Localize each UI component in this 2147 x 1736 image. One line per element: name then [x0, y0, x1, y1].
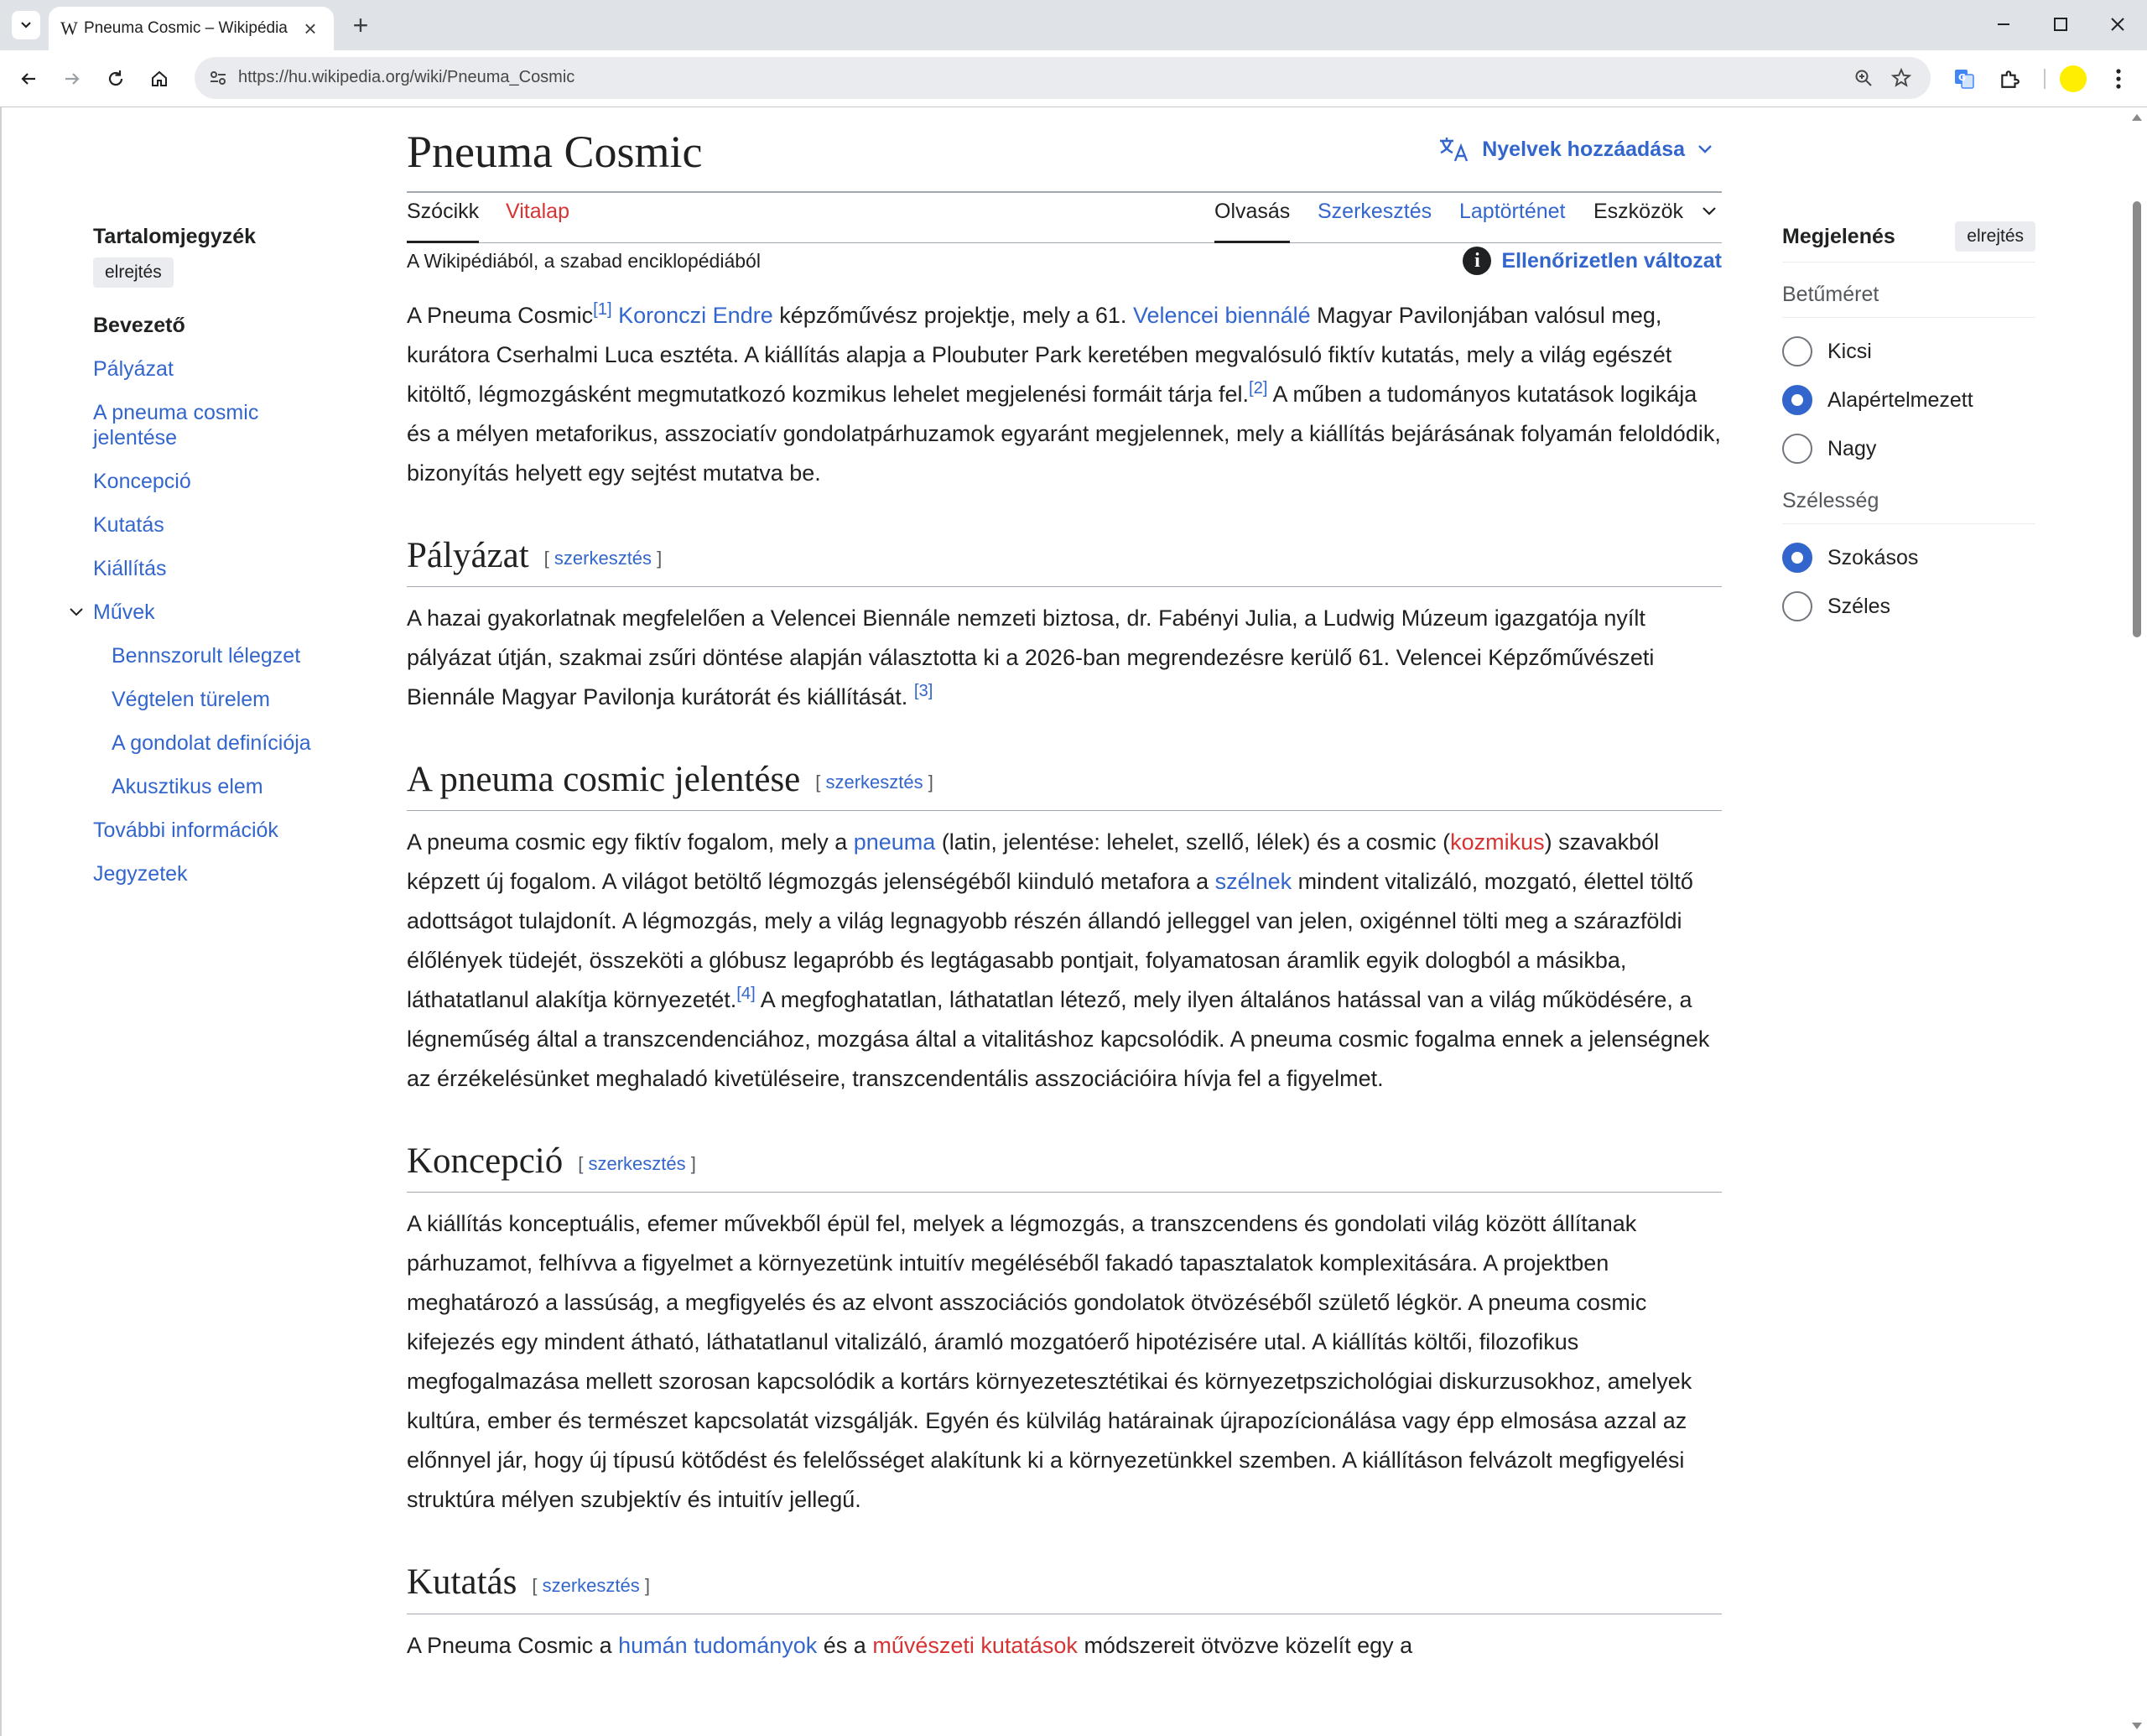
edit-link[interactable]: szerkesztés — [825, 772, 923, 793]
close-tab-icon[interactable]: × — [304, 15, 317, 41]
tab-tools-label: Eszközök — [1593, 200, 1683, 223]
redlink-kozmikus[interactable]: kozmikus — [1450, 829, 1545, 855]
scrollbar-thumb[interactable] — [2133, 201, 2141, 637]
reload-button[interactable] — [97, 60, 134, 97]
text: és a — [817, 1632, 873, 1658]
heading-text: A pneuma cosmic jelentése — [407, 760, 801, 800]
tab-history[interactable]: Laptörténet — [1459, 200, 1566, 223]
reload-icon — [106, 69, 126, 89]
link-koronczi-endre[interactable]: Koronczi Endre — [618, 303, 773, 328]
home-icon — [149, 69, 169, 89]
radio-label: Széles — [1827, 594, 1891, 618]
tab-talk[interactable]: Vitalap — [506, 200, 569, 223]
text: A pneuma cosmic egy fiktív fogalom, mely a — [407, 829, 854, 855]
close-window-button[interactable] — [2088, 5, 2147, 44]
tab-tools[interactable] — [1593, 193, 1718, 243]
article-content — [407, 296, 1722, 1666]
browser-menu-button[interactable] — [2100, 60, 2137, 97]
toc-item-tovabbi-informaciok[interactable]: További információk — [93, 819, 278, 842]
forward-button[interactable] — [54, 60, 91, 97]
scroll-down-arrow-icon[interactable] — [2132, 1723, 2142, 1729]
tab-read[interactable]: Olvasás — [1214, 193, 1290, 243]
page-scrollbar[interactable] — [2127, 107, 2147, 1736]
tab-edit[interactable]: Szerkesztés — [1318, 200, 1432, 223]
close-icon — [2109, 16, 2126, 33]
radio-label: Alapértelmezett — [1827, 387, 1973, 412]
svg-text:G: G — [1958, 72, 1967, 83]
wikipedia-favicon-icon: W — [60, 18, 78, 39]
section-edit-link[interactable]: [ szerkesztés ] — [543, 548, 663, 569]
tab-title: Pneuma Cosmic – Wikipédia — [84, 19, 288, 37]
appearance-header — [1782, 221, 2035, 262]
toc-item-jelentes[interactable]: A pneuma cosmic jelentése — [93, 401, 259, 450]
minimize-icon — [1995, 16, 2012, 33]
toc-item-vegtelen-turelem[interactable]: Végtelen türelem — [112, 688, 271, 711]
link-szelnek[interactable]: szélnek — [1214, 869, 1292, 895]
palyazat-paragraph — [407, 599, 1722, 717]
reference-3[interactable]: [3] — [913, 682, 933, 701]
chevron-down-icon — [1697, 141, 1713, 158]
radio-button-selected[interactable] — [1782, 543, 1812, 573]
radio-label: Nagy — [1827, 436, 1877, 460]
toolbar-divider — [2044, 69, 2046, 89]
radio-label: Szokásos — [1827, 545, 1919, 569]
heading-text: Pályázat — [407, 536, 529, 575]
puzzle-icon — [1999, 68, 2020, 90]
home-button[interactable] — [141, 60, 178, 97]
heading-text: Kutatás — [407, 1562, 517, 1603]
new-tab-button[interactable]: + — [352, 9, 369, 40]
site-tagline: A Wikipédiából, a szabad enciklopédiából — [407, 250, 761, 272]
intro-paragraph — [407, 296, 1722, 493]
radio-button[interactable] — [1782, 336, 1812, 366]
chevron-down-icon[interactable] — [68, 601, 85, 626]
section-heading-koncepcio — [407, 1139, 1722, 1193]
toc-item-jegyzetek[interactable]: Jegyzetek — [93, 862, 188, 886]
width-title: Szélesség — [1782, 489, 2035, 524]
table-of-contents — [93, 225, 345, 905]
text: képzőművész projektje, mely a 61. — [772, 303, 1133, 328]
section-heading-kutatas — [407, 1560, 1722, 1614]
toc-item-gondolat-definicioja[interactable]: A gondolat definíciója — [112, 731, 311, 755]
maximize-icon — [2052, 16, 2069, 33]
toc-item-muvek[interactable] — [93, 600, 345, 625]
reference-4[interactable]: [4] — [736, 985, 756, 1004]
width-option-wide[interactable] — [1782, 591, 2035, 621]
koncepcio-paragraph: A kiállítás konceptuális, efemer művekből épül fel, melyek a légmozgás, a transzcendens és gondolati világ között állítanak párhuzamot, felhívva a figyelmet a környezetünk intuitív megéléséből fakadó tapasztalatok komplexitására. A projektben meghatározó a lassúság, a megfigyelés és az elvont asszociációs gondolatok ötvözéséből születő légkör. A pneuma cosmic kifejezés egy mindent átható, láthatatlanul vitalizáló, áramló mozgatóerő hipotézisére utal. A kiállítás költői, filozofikus megfogalmazása mellett szorosan kapcsolódik a kortárs környezetesztétikai és környezetpszichológiai diskurzusokhoz, amelyek kultúra, ember és természet kapcsolatát vizsgálják. Egyén és külvilág határainak újrapozícionálása vagy épp elmosása azzal az előnnyel jár, hogy új típusú kötődést és felelősséget alakítunk ki a környezetünkkel szemben. A kiállításon felvázolt megfigyelési struktúra mélyen szubjektív és intuitív jellegű. — [407, 1211, 1692, 1513]
jelentes-paragraph — [407, 823, 1722, 1099]
edit-link[interactable]: szerkesztés — [588, 1153, 686, 1175]
page-border — [0, 107, 2, 1736]
link-human-tudomanyok[interactable]: humán tudományok — [618, 1632, 818, 1658]
heading-text: Koncepció — [407, 1141, 564, 1182]
width-option-standard[interactable] — [1782, 543, 2035, 573]
toc-item-akusztikus-elem[interactable]: Akusztikus elem — [112, 775, 263, 798]
extensions-button[interactable] — [1991, 60, 2028, 97]
toc-hide-button[interactable]: elrejtés — [93, 257, 174, 288]
unverified-version-label: Ellenőrizetlen változat — [1501, 248, 1722, 273]
section-heading-jelentes — [407, 757, 1722, 811]
toc-item-bevezeto[interactable]: Bevezető — [93, 314, 185, 337]
edit-link[interactable]: szerkesztés — [542, 1574, 640, 1596]
language-icon — [1438, 136, 1470, 163]
kutatas-paragraph — [407, 1626, 1722, 1666]
chevron-down-icon — [1701, 203, 1718, 220]
toc-item-muvek-label: Művek — [93, 600, 155, 624]
edit-link[interactable]: szerkesztés — [554, 548, 652, 569]
appearance-panel — [1782, 221, 2035, 621]
add-languages-button[interactable] — [1438, 136, 1713, 163]
scroll-up-arrow-icon[interactable] — [2132, 114, 2142, 121]
toc-item-kutatas[interactable]: Kutatás — [93, 513, 164, 537]
appearance-hide-button[interactable]: elrejtés — [1955, 221, 2035, 252]
text: (latin, jelentése: lehelet, szellő, lélek) és a cosmic ( — [935, 829, 1451, 855]
font-size-title: Betűméret — [1782, 283, 2035, 318]
text: A hazai gyakorlatnak megfelelően a Velencei Biennále nemzeti biztosa, dr. Fabényi Julia, a Ludwig Múzeum igazgatója nyílt pályázat útján, szakmai zsűri döntése alapján választotta ki a 2026-ban megrendezésre kerülő 61. Velencei Képzőművészeti Biennále Magyar Pavilonja kurátorát és kiállítását. — [407, 606, 1655, 710]
tab-search-button[interactable] — [12, 11, 40, 39]
tab-article[interactable]: Szócikk — [407, 193, 479, 243]
tab-strip — [0, 0, 2147, 50]
reference-2[interactable]: [2] — [1248, 379, 1268, 398]
minimize-button[interactable] — [1974, 5, 2033, 44]
zoom-icon[interactable] — [1853, 68, 1874, 92]
radio-button-selected[interactable] — [1782, 385, 1812, 415]
text: Magyar Pavilonjában valósul meg, kurátora Cserhalmi Luca esztéta. A kiállítás alapja a Ploubuter Park keretében megvalósuló fiktív kutatás, mely a világ egészét kitöltő, légmozgásként megmutatkozó kozmikus lehelet megjelenési formáit tárja fel. — [407, 303, 1672, 407]
title-row — [407, 122, 1722, 193]
arrow-right-icon — [62, 69, 82, 89]
section-edit-link[interactable]: [ szerkesztés ] — [815, 772, 933, 793]
toc-title: Tartalomjegyzék — [93, 225, 257, 248]
back-button[interactable] — [10, 60, 47, 97]
toc-item-koncepcio[interactable]: Koncepció — [93, 470, 191, 493]
radio-button[interactable] — [1782, 591, 1812, 621]
reference-1[interactable]: [1] — [593, 300, 612, 319]
font-size-option-default[interactable] — [1782, 385, 2035, 415]
profile-avatar[interactable] — [2060, 65, 2087, 92]
text: A műben a tudományos kutatások logikája és a mélyen metaforikus, asszociatív gondolatpárhuzamok egyaránt megjelennek, mely a kiállítás bejárásának folyamán feloldódik, bizonyítás helyett egy sejtést mutatva be. — [407, 382, 1721, 486]
add-languages-label: Nyelvek hozzáadása — [1482, 137, 1685, 161]
chevron-down-icon — [19, 18, 33, 32]
radio-label: Kicsi — [1827, 339, 1872, 363]
font-size-option-large[interactable] — [1782, 434, 2035, 464]
address-bar[interactable] — [195, 57, 1931, 99]
redlink-muveszeti-kutatasok[interactable]: művészeti kutatások — [872, 1632, 1078, 1658]
unverified-version-indicator[interactable] — [1463, 247, 1722, 275]
font-size-option-small[interactable] — [1782, 336, 2035, 366]
text: ) szavakból képzett új fogalom. A világot betöltő légmozgás jelenségéből kiinduló metafora a — [407, 829, 1660, 895]
link-pneuma[interactable]: pneuma — [853, 829, 936, 855]
section-heading-palyazat — [407, 533, 1722, 587]
page-tabs — [407, 193, 1722, 243]
maximize-button[interactable] — [2031, 5, 2090, 44]
more-vertical-icon — [2115, 68, 2122, 90]
info-icon: i — [1463, 247, 1491, 275]
page-title: Pneuma Cosmic — [407, 127, 703, 177]
translate-button[interactable] — [1946, 60, 1983, 97]
text: A Pneuma Cosmic a — [407, 1632, 619, 1658]
toc-item-palyazat[interactable]: Pályázat — [93, 357, 174, 381]
text: módszereit ötvözve közelít egy a — [1077, 1632, 1413, 1658]
toc-item-bennszorult-lelegzet[interactable]: Bennszorult lélegzet — [112, 644, 301, 668]
text: mindent vitalizáló, mozgató, élettel töltő adottságot tulajdonít. A légmozgás, mely a világ legnagyobb részén állandó jelleggel van jelen, oxigénnel tölti meg a szárazföldi élőlények tüdejét, összeköti a glóbusz legapróbb és legtágasabb pontjait, folyamatosan áramlik egyik dologból a másikba, láthatatlanul alakítja környezetét. — [407, 869, 1693, 1013]
section-edit-link[interactable]: [ szerkesztés ] — [532, 1574, 650, 1596]
url-text[interactable]: https://hu.wikipedia.org/wiki/Pneuma_Cosmic — [238, 68, 575, 86]
arrow-left-icon — [18, 69, 39, 89]
appearance-title: Megjelenés — [1782, 224, 1895, 248]
text: A Pneuma Cosmic — [407, 303, 594, 328]
link-velencei-biennale[interactable]: Velencei biennálé — [1132, 303, 1311, 328]
site-info-icon[interactable] — [203, 63, 233, 93]
section-edit-link[interactable]: [ szerkesztés ] — [578, 1153, 696, 1175]
bookmark-star-icon[interactable] — [1890, 67, 1912, 93]
browser-toolbar — [0, 50, 2147, 107]
translate-icon — [1952, 67, 1976, 91]
toc-item-kiallitas[interactable]: Kiállítás — [93, 557, 167, 580]
text: A megfoghatatlan, láthatatlan létező, mely ilyen általános hatással van a világ működésére, a légneműség által a transzcendenciához, mozgása által a vitalitáshoz kapcsolódik. A pneuma cosmic fogalma ennek a jelenségnek az érzékelésünket meghaladó kivetüléseire, transzcendentális asszociációira hívja fel a figyelmet. — [407, 987, 1710, 1092]
radio-button[interactable] — [1782, 434, 1812, 464]
browser-tab-active[interactable] — [49, 7, 334, 50]
